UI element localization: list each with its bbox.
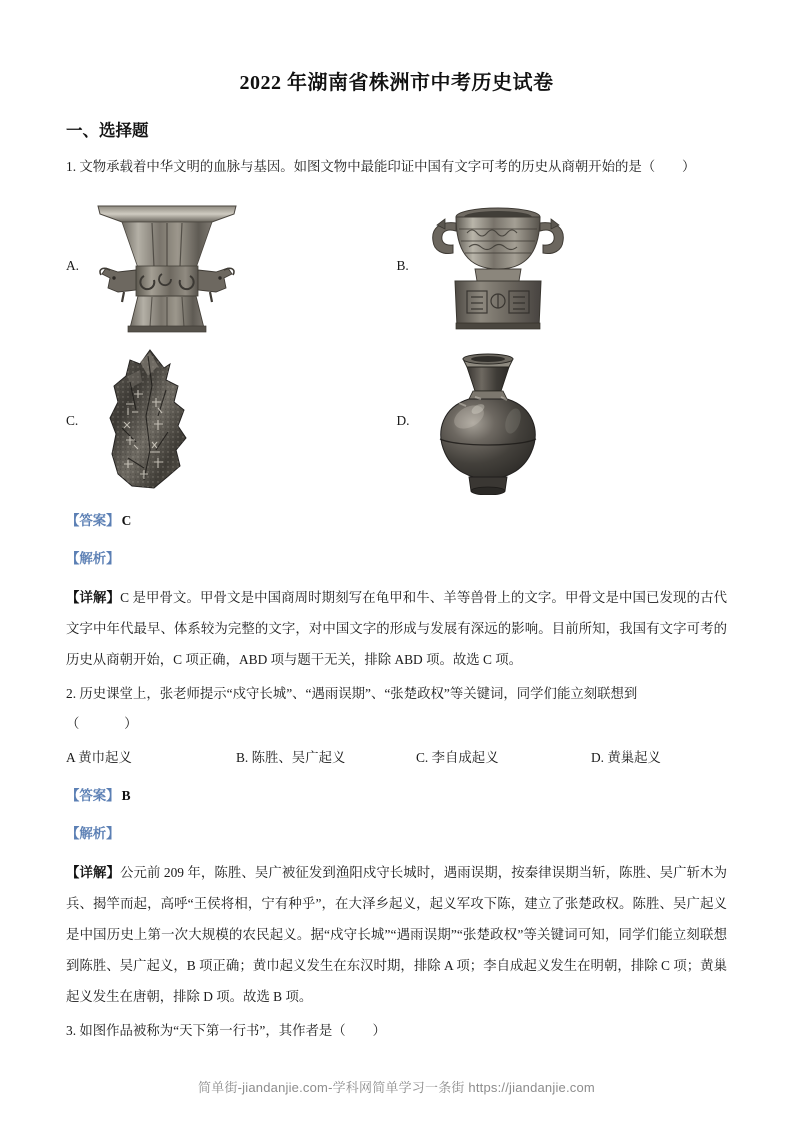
four-goat-square-zun-image: [92, 188, 242, 343]
answer-value: B: [121, 788, 131, 803]
question-2-answer: [66, 781, 727, 811]
question-3-stem: 3. 如图作品被称为“天下第一行书”，其作者是（ ）: [66, 1023, 386, 1038]
page-title: 2022 年湖南省株洲市中考历史试卷: [239, 72, 554, 94]
image-option-b[interactable]: [397, 188, 728, 343]
question-2-analysis-label: [66, 819, 727, 849]
choice-b[interactable]: B. 陈胜、吴广起义: [236, 750, 346, 765]
detail-text: C 是甲骨文。甲骨文是中国商周时期刻写在龟甲和牛、羊等兽骨上的文字。甲骨文是中国已发现的古代文字中年代最早、体系较为完整的文字，对中国文字的形成与发展有深远的影响。目前所知，我国有文字可考的历史从商朝开始，C 项正确，ABD 项与题干无关，排除 ABD 项。故选 C 项。: [66, 590, 727, 667]
image-option-d-label: D.: [396, 412, 410, 428]
question-1-detail: [66, 582, 727, 675]
answer-label: 【答案】: [66, 513, 120, 528]
question-2-choices: [66, 743, 727, 773]
question-1-analysis-label: [66, 544, 727, 574]
image-option-a-label: A.: [66, 257, 80, 273]
image-option-row-top: [66, 188, 727, 343]
question-1-answer: [66, 506, 727, 536]
question-2-stem-paren: （ ）: [66, 716, 144, 731]
answer-label: 【答案】: [66, 788, 120, 803]
question-2-stem: 2. 历史课堂上，张老师提示“戍守长城”、“遇雨误期”、“张楚政权”等关键词，同学们能立刻联想到: [66, 686, 638, 701]
detail-label: 【详解】: [66, 590, 121, 605]
analysis-label: 【解析】: [66, 826, 120, 841]
oracle-bone-image: [92, 343, 212, 498]
image-option-b-label: B.: [396, 257, 409, 273]
image-option-d[interactable]: [397, 343, 728, 498]
question-1-image-options: [66, 188, 727, 498]
image-option-a[interactable]: [66, 188, 397, 343]
footer-watermark: 简单街-jiandanjie.com-学科网简单学习一条街 https://jiandanjie.com: [198, 1080, 595, 1095]
analysis-label: 【解析】: [66, 551, 120, 566]
image-option-c[interactable]: [66, 343, 397, 498]
section-heading: 一、选择题: [66, 121, 149, 140]
bronze-gui-vessel-image: [423, 188, 573, 343]
question-1-stem: 1. 文物承载着中华文明的血脉与基因。如图文物中最能印证中国有文字可考的历史从商朝开始的是（ ）: [66, 159, 696, 174]
choice-a[interactable]: A 黄巾起义: [66, 750, 132, 765]
dark-glazed-vase-image: [423, 343, 553, 498]
image-option-row-bottom: [66, 343, 727, 498]
detail-label: 【详解】: [66, 865, 120, 880]
image-option-c-label: C.: [66, 412, 79, 428]
question-2-detail: [66, 857, 727, 1012]
choice-d[interactable]: D. 黄巢起义: [591, 750, 661, 765]
answer-value: C: [121, 513, 132, 528]
choice-c[interactable]: C. 李自成起义: [416, 750, 499, 765]
detail-text: 公元前 209 年，陈胜、吴广被征发到渔阳戍守长城时，遇雨误期，按秦律误期当斩，陈胜、吴广斩木为兵、揭竿而起，高呼“王侯将相，宁有种乎”，在大泽乡起义，起义军攻下陈，建立了张楚政权。陈胜、吴广起义是中国历史上第一次大规模的农民起义。据“戍守长城”“遇雨误期”“张楚政权”等关键词可知，同学们能立刻联想到陈胜、吴广起义，B 项正确；黄巾起义发生在东汉时期，排除 A 项；李自成起义发生在明朝，排除 C 项；黄巢起义发生在唐朝，排除 D 项。故选 B 项。: [66, 865, 727, 1004]
